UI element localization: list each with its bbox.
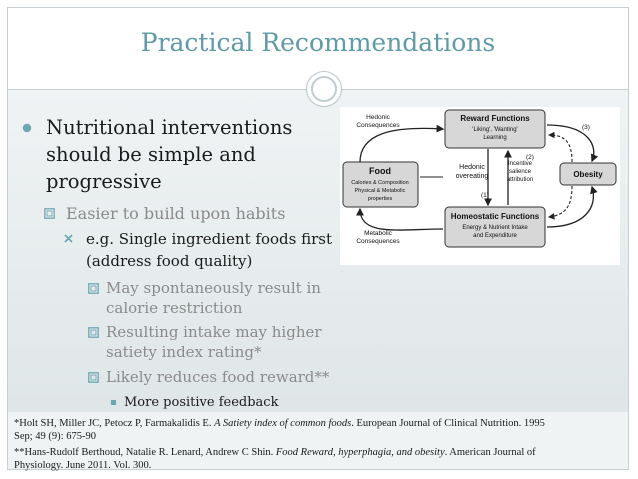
homeostatic-sub2: and Expenditure bbox=[473, 233, 517, 239]
bullet-l3-line2: (address food quality) bbox=[86, 252, 253, 270]
slide-title: Practical Recommendations bbox=[140, 28, 496, 57]
reward-title: Reward Functions bbox=[460, 114, 530, 123]
circle-ornament bbox=[306, 71, 342, 107]
arrow-homeostatic-to-obesity bbox=[547, 187, 593, 227]
incentive-line3: attribution bbox=[506, 177, 534, 183]
metabolic-consequences-line2: Consequences bbox=[356, 238, 400, 245]
arrow-homeostatic-to-food bbox=[360, 209, 443, 230]
arrow-obesity-to-reward bbox=[549, 135, 572, 162]
homeostatic-sub1: Energy & Nutrient Intake bbox=[462, 225, 528, 231]
bullet-l3-line1: e.g. Single ingredient foods first bbox=[86, 230, 332, 248]
reward-sub1: 'Liking', 'Wanting' bbox=[472, 127, 518, 133]
bullet-l4a-line2: calorie restriction bbox=[106, 299, 243, 317]
metabolic-consequences-line1: Metabolic bbox=[364, 230, 392, 237]
bullet-square-icon bbox=[88, 283, 99, 294]
citation-1-line2: Sep; 49 (9): 675-90 bbox=[14, 431, 96, 442]
bullet-l2-line1: Easier to build upon habits bbox=[66, 204, 286, 223]
homeostatic-title: Homeostatic Functions bbox=[450, 212, 540, 221]
hedonic-consequences-line1: Hedonic bbox=[366, 114, 390, 121]
hedonic-consequences-line2: Consequences bbox=[356, 122, 400, 129]
obesity-title: Obesity bbox=[573, 170, 603, 179]
food-sub2: Physical & Metabolic bbox=[354, 188, 406, 194]
hedonic-overeating-line2: overeating bbox=[455, 173, 489, 180]
bullet-circle-icon bbox=[22, 123, 32, 133]
label-2: (2) bbox=[526, 154, 534, 161]
bullet-l4a-line1: May spontaneously result in bbox=[106, 279, 321, 297]
hedonic-overeating-line1: Hedonic bbox=[459, 164, 485, 171]
food-sub3: properties bbox=[367, 196, 393, 202]
diagram-svg bbox=[340, 107, 620, 265]
label-1: (1) bbox=[481, 192, 489, 199]
bullet-l1-line1: Nutritional interventions bbox=[46, 116, 293, 139]
incentive-line2: salience bbox=[508, 169, 532, 175]
label-3: (3) bbox=[582, 124, 590, 131]
bullet-square-icon bbox=[88, 372, 99, 383]
reward-diagram bbox=[340, 107, 620, 265]
incentive-line1: Incentive bbox=[507, 161, 533, 167]
bullet-cross-icon bbox=[64, 234, 73, 243]
arrow-food-to-reward bbox=[360, 128, 443, 162]
bullet-square-icon bbox=[44, 208, 55, 219]
citation-1: *Holt SH, Miller JC, Petocz P, Farmakalidis E. A Satiety index of common foods. European Journal of Clinical Nutrition. 1995 bbox=[14, 418, 545, 429]
food-sub1: Calories & Composition bbox=[351, 180, 409, 186]
citation-2-line2: Physiology. June 2011. Vol. 300. bbox=[14, 460, 152, 471]
citation-2: **Hans-Rudolf Berthoud, Natalie R. Lenard, Andrew C Shin. Food Reward, hyperphagia, and obesity. American Journal of bbox=[14, 447, 536, 458]
arrow-obesity-to-homeostatic bbox=[549, 186, 572, 217]
bullet-l5-line1: More positive feedback bbox=[124, 395, 279, 410]
bullet-l1-line3: progressive bbox=[46, 170, 162, 193]
bullet-l4c-line1: Likely reduces food reward** bbox=[106, 368, 330, 386]
bullet-square-icon bbox=[88, 327, 99, 338]
food-title: Food bbox=[369, 166, 391, 176]
bullet-l1-line2: should be simple and bbox=[46, 143, 256, 166]
bullet-dot-icon bbox=[111, 400, 117, 406]
bullet-l4b-line2: satiety index rating* bbox=[106, 343, 262, 361]
reward-sub2: Learning bbox=[483, 135, 507, 141]
bullet-l4b-line1: Resulting intake may higher bbox=[106, 323, 322, 341]
